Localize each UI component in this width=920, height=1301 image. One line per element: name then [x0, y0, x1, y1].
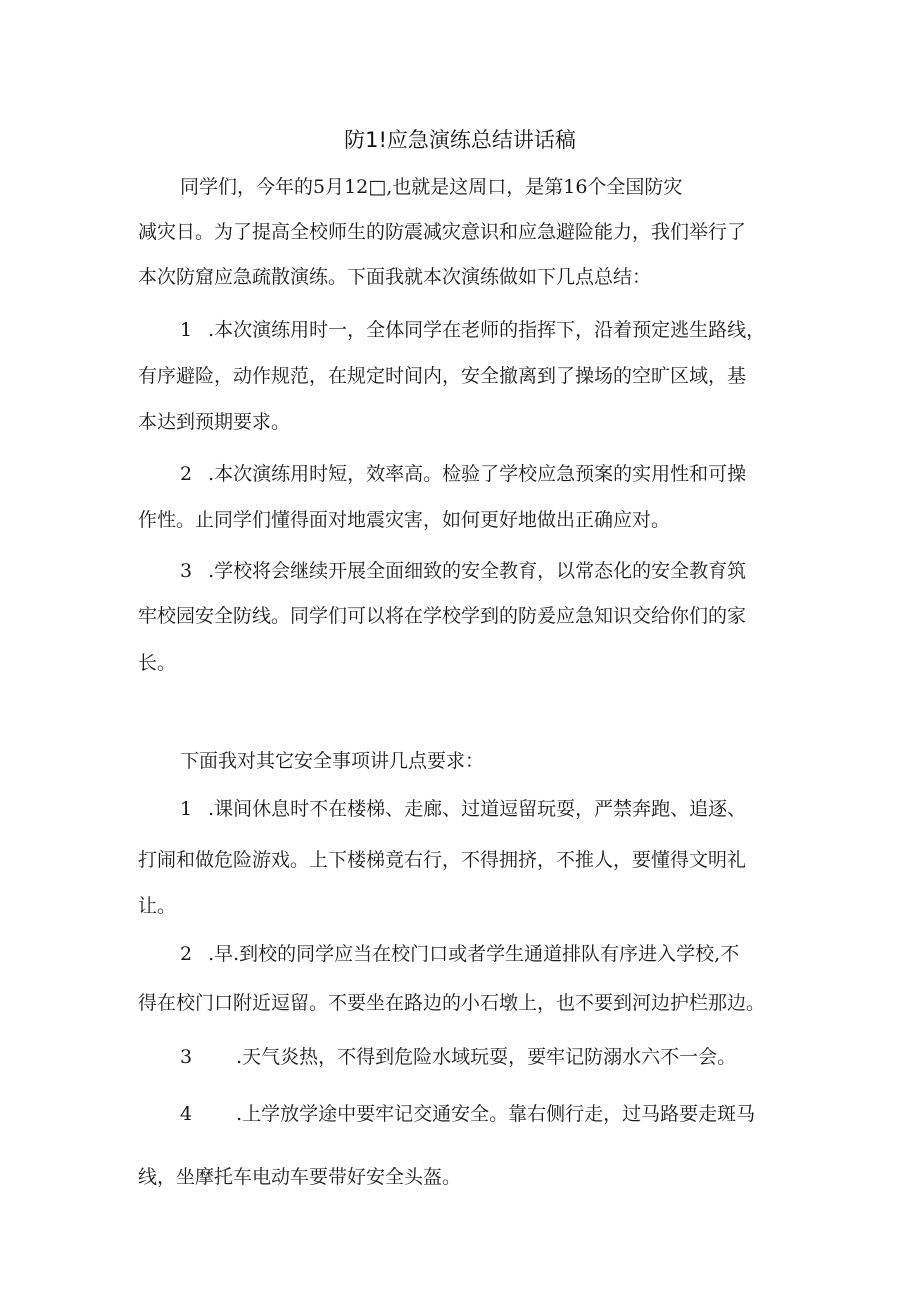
intro-line-1: 同学们，今年的5月12□,也就是这周口，是第16个全国防灾	[180, 176, 683, 198]
requirement-1-text-1: .课间休息时不在楼梯、走廊、过道逗留玩耍，严禁奔跑、追逐、	[208, 798, 747, 820]
requirement-3-line-1	[180, 1045, 736, 1069]
summary-item-3-text-1: .学校将会继续开展全面细致的安全教育，以常态化的安全教育筑	[208, 560, 747, 582]
summary-item-1-line-3: 本达到预期要求。	[138, 411, 291, 433]
requirement-2-line-2: 得在校门口附近逗留。不要坐在路边的小石墩上，也不要到河边护栏那边。	[138, 992, 766, 1014]
requirement-1-line-1	[180, 797, 746, 821]
summary-item-3-number: 3	[180, 560, 193, 582]
requirement-3-text-1: .天气炎热，不得到危险水域玩耍，要牢记防溺水六不一会。	[236, 1046, 737, 1068]
intro-line-3: 本次防窟应急疏散演练。下面我就本次演练做如下几点总结：	[138, 266, 652, 288]
requirement-4-line-1	[180, 1102, 755, 1126]
summary-item-2-line-2: 作性。止同学们懂得面对地震灾害，如何更好地做出正确应对。	[138, 509, 671, 531]
requirement-1-line-2: 打闹和做危险游戏。上下楼梯竟右行，不得拥挤，不推人，要懂得文明礼	[138, 849, 747, 871]
requirement-2-text-1: .早.到校的同学应当在校门口或者学生通道排队有序进入学校,不	[208, 943, 740, 965]
requirement-1-number: 1	[180, 798, 193, 820]
summary-item-2-line-1	[180, 462, 746, 486]
requirement-4-line-2: 线，坐摩托车电动车要带好安全头盔。	[138, 1166, 462, 1188]
summary-item-2-number: 2	[180, 463, 193, 485]
summary-item-2-text-1: .本次演练用时短，效率高。检验了学校应急预案的实用性和可操	[208, 463, 747, 485]
summary-item-3-line-1	[180, 559, 746, 583]
summary-item-3-line-3: 长。	[138, 652, 177, 674]
requirement-1-line-3: 让。	[138, 895, 177, 917]
requirement-2-number: 2	[180, 943, 193, 965]
document-title: 防1!应急演练总结讲话稿	[344, 128, 576, 152]
summary-item-1-number: 1	[180, 319, 193, 341]
intro-line-2: 减灾日。为了提高全校师生的防震减灾意识和应急避险能力，我们举行了	[138, 221, 747, 243]
requirement-4-number: 4	[180, 1103, 193, 1125]
requirement-2-line-1	[180, 942, 739, 966]
summary-item-1-line-1	[180, 318, 765, 342]
summary-item-1-text-1: .本次演练用时一，全体同学在老师的指挥下，沿着预定逃生路线，	[208, 319, 766, 341]
requirement-4-text-1: .上学放学途中要牢记交通安全。靠右侧行走，过马路要走斑马	[236, 1103, 756, 1125]
requirement-3-number: 3	[180, 1046, 193, 1068]
summary-item-1-line-2: 有序避险，动作规范，在规定时间内，安全撤离到了操场的空旷区域，基	[138, 365, 747, 387]
requirements-heading: 下面我对其它安全事项讲几点要求：	[180, 750, 485, 772]
summary-item-3-line-2: 牢校园安全防线。同学们可以将在学校学到的防爰应急知识交给你们的家	[138, 605, 747, 627]
